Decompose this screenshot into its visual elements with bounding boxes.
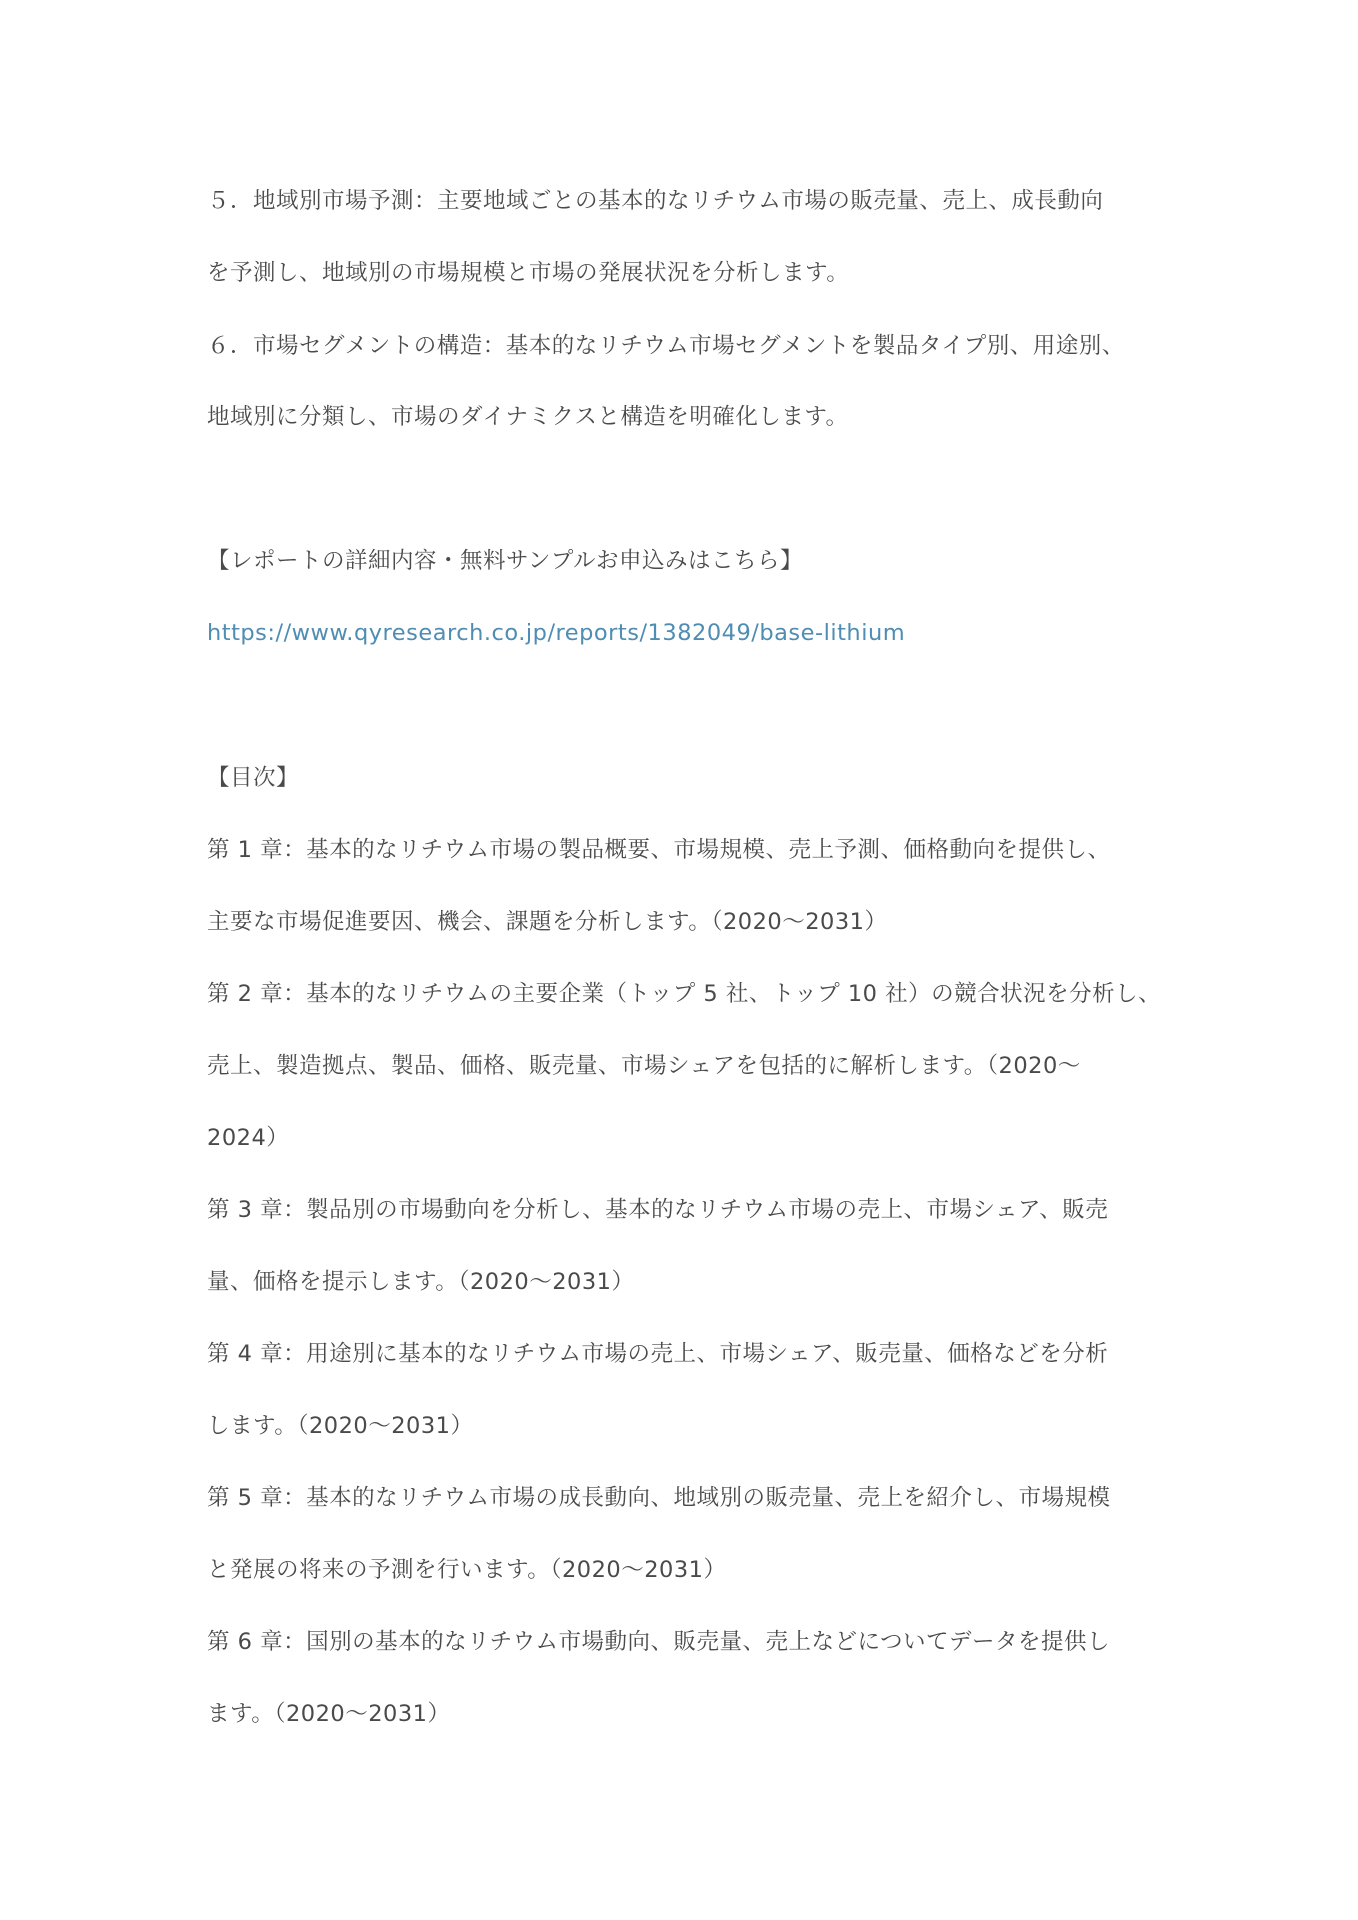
item-6-line-1: ６．市場セグメントの構造：基本的なリチウム市場セグメントを製品タイプ別、用途別、 <box>207 333 1125 359</box>
toc-chapter-2-line-3: 2024） <box>207 1125 290 1151</box>
toc-chapter-2-line-1: 第 2 章：基本的なリチウムの主要企業（トップ 5 社、トップ 10 社）の競合状況を分析し、 <box>207 981 1162 1007</box>
item-5-line-1: ５．地域別市場予測：主要地域ごとの基本的なリチウム市場の販売量、売上、成長動向 <box>207 188 1104 214</box>
toc-chapter-4-line-2: します。（2020～2031） <box>207 1413 474 1439</box>
toc-chapter-5-line-2: と発展の将来の予測を行います。（2020～2031） <box>207 1557 727 1583</box>
toc-chapter-1-line-2: 主要な市場促進要因、機会、課題を分析します。（2020～2031） <box>207 909 888 935</box>
report-link-heading: 【レポートの詳細内容・無料サンプルお申込みはこちら】 <box>207 548 803 574</box>
item-5-line-2: を予測し、地域別の市場規模と市場の発展状況を分析します。 <box>207 260 850 286</box>
toc-chapter-6-line-1: 第 6 章：国別の基本的なリチウム市場動向、販売量、売上などについてデータを提供し <box>207 1629 1110 1655</box>
report-url-link[interactable]: https://www.qyresearch.co.jp/reports/1382049/base-lithium <box>207 620 906 646</box>
toc-chapter-2-line-2: 売上、製造拠点、製品、価格、販売量、市場シェアを包括的に解析します。（2020～ <box>207 1053 1081 1079</box>
toc-chapter-4-line-1: 第 4 章：用途別に基本的なリチウム市場の売上、市場シェア、販売量、価格などを分析 <box>207 1341 1109 1367</box>
toc-chapter-1-line-1: 第 1 章：基本的なリチウム市場の製品概要、市場規模、売上予測、価格動向を提供し、 <box>207 837 1111 863</box>
report-link-line <box>207 618 1167 648</box>
toc-chapter-5-line-1: 第 5 章：基本的なリチウム市場の成長動向、地域別の販売量、売上を紹介し、市場規模 <box>207 1485 1111 1511</box>
toc-chapter-6-line-2: ます。（2020～2031） <box>207 1701 451 1727</box>
toc-chapter-3-line-2: 量、価格を提示します。（2020～2031） <box>207 1269 635 1295</box>
item-6-line-2: 地域別に分類し、市場のダイナミクスと構造を明確化します。 <box>207 404 849 430</box>
toc-heading: 【目次】 <box>207 765 300 791</box>
toc-chapter-3-line-1: 第 3 章：製品別の市場動向を分析し、基本的なリチウム市場の売上、市場シェア、販売 <box>207 1197 1109 1223</box>
